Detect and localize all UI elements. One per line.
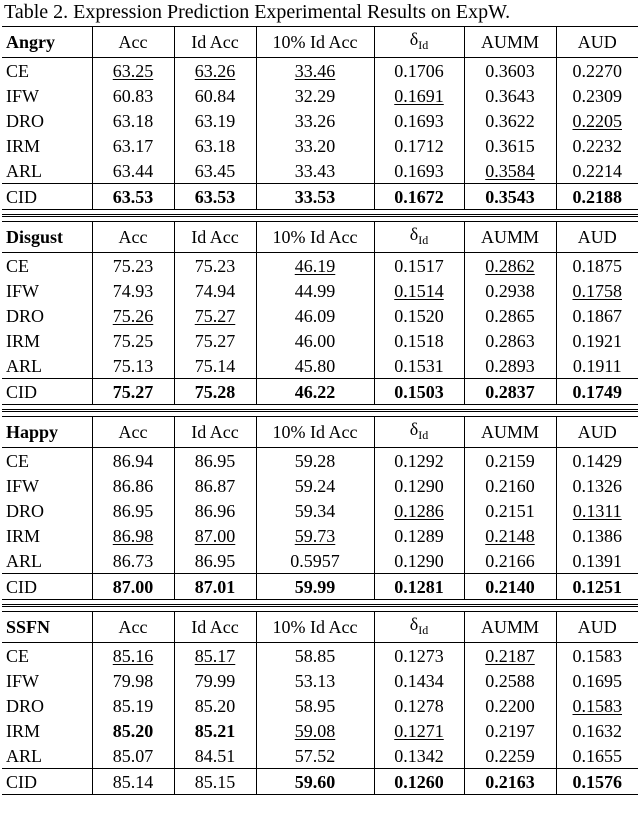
- value-cell: 0.1386: [556, 523, 638, 548]
- table-row: [2, 158, 638, 184]
- value-cell: 75.23: [92, 253, 174, 279]
- method-cell: CE: [6, 645, 30, 666]
- value-cell: 85.16: [92, 643, 174, 669]
- value-cell: 0.1514: [374, 278, 464, 303]
- value-cell: 0.3615: [464, 133, 556, 158]
- value-cell: 0.3584: [464, 158, 556, 184]
- method-cell: IRM: [6, 525, 41, 546]
- value-cell: 0.1749: [556, 379, 638, 405]
- value-cell: 0.1921: [556, 328, 638, 353]
- value-cell: 63.53: [92, 184, 174, 210]
- value-cell: 0.2863: [464, 328, 556, 353]
- value-cell: 85.07: [92, 743, 174, 769]
- value-cell: 46.19: [256, 253, 374, 279]
- value-cell: 86.98: [92, 523, 174, 548]
- value-cell: 0.1583: [556, 643, 638, 669]
- value-cell: 59.24: [256, 473, 374, 498]
- method-cell: CE: [6, 60, 30, 81]
- value-cell: 79.98: [92, 668, 174, 693]
- table-row: [2, 133, 638, 158]
- value-cell: 63.18: [92, 108, 174, 133]
- value-cell: 63.19: [174, 108, 256, 133]
- value-cell: 33.53: [256, 184, 374, 210]
- value-cell: 33.46: [256, 58, 374, 84]
- column-header: 10% Id Acc: [256, 612, 374, 643]
- value-cell: 79.99: [174, 668, 256, 693]
- value-cell: 0.2232: [556, 133, 638, 158]
- table-row: [2, 668, 638, 693]
- value-cell: 58.95: [256, 693, 374, 718]
- value-cell: 0.3603: [464, 58, 556, 84]
- table-row: [2, 328, 638, 353]
- value-cell: 63.18: [174, 133, 256, 158]
- value-cell: 0.1434: [374, 668, 464, 693]
- value-cell: 0.2160: [464, 473, 556, 498]
- value-cell: 0.1691: [374, 83, 464, 108]
- table-row: [2, 253, 638, 279]
- column-header: AUD: [556, 612, 638, 643]
- results-block-disgust: [2, 221, 638, 405]
- column-header: 10% Id Acc: [256, 27, 374, 58]
- value-cell: 0.1695: [556, 668, 638, 693]
- header-row: [2, 417, 638, 448]
- value-cell: 59.99: [256, 574, 374, 600]
- value-cell: 0.2188: [556, 184, 638, 210]
- method-cell: ARL: [6, 160, 42, 181]
- value-cell: 46.22: [256, 379, 374, 405]
- value-cell: 85.14: [92, 769, 174, 795]
- value-cell: 86.87: [174, 473, 256, 498]
- value-cell: 75.27: [174, 328, 256, 353]
- value-cell: 0.1520: [374, 303, 464, 328]
- table-row: [2, 548, 638, 574]
- results-block-angry: [2, 26, 638, 210]
- method-cell: IFW: [6, 475, 39, 496]
- value-cell: 0.1583: [556, 693, 638, 718]
- header-row: [2, 27, 638, 58]
- block-separator: [2, 214, 638, 217]
- value-cell: 75.26: [92, 303, 174, 328]
- value-cell: 0.1251: [556, 574, 638, 600]
- header-row: [2, 222, 638, 253]
- column-header: $\delta_{Id}$: [374, 222, 464, 253]
- value-cell: 86.96: [174, 498, 256, 523]
- column-header: $\delta_{Id}$: [374, 417, 464, 448]
- value-cell: 63.53: [174, 184, 256, 210]
- value-cell: 86.95: [92, 498, 174, 523]
- value-cell: 0.2938: [464, 278, 556, 303]
- value-cell: 59.28: [256, 448, 374, 474]
- column-header: 10% Id Acc: [256, 222, 374, 253]
- value-cell: 0.1655: [556, 743, 638, 769]
- value-cell: 0.1576: [556, 769, 638, 795]
- table-row: [2, 448, 638, 474]
- method-cell: CID: [2, 574, 92, 600]
- block-separator: [2, 604, 638, 607]
- value-cell: 0.2200: [464, 693, 556, 718]
- column-header: Id Acc: [174, 27, 256, 58]
- value-cell: 0.1311: [556, 498, 638, 523]
- value-cell: 44.99: [256, 278, 374, 303]
- value-cell: 0.2259: [464, 743, 556, 769]
- value-cell: 0.3543: [464, 184, 556, 210]
- method-cell: CID: [2, 184, 92, 210]
- value-cell: 0.2151: [464, 498, 556, 523]
- value-cell: 0.1289: [374, 523, 464, 548]
- value-cell: 0.1273: [374, 643, 464, 669]
- value-cell: 0.1518: [374, 328, 464, 353]
- value-cell: 0.2837: [464, 379, 556, 405]
- method-cell: CID: [2, 379, 92, 405]
- column-header: Acc: [92, 612, 174, 643]
- value-cell: 33.43: [256, 158, 374, 184]
- method-cell: IFW: [6, 85, 39, 106]
- table-row: [2, 184, 638, 210]
- value-cell: 0.1292: [374, 448, 464, 474]
- value-cell: 0.2214: [556, 158, 638, 184]
- value-cell: 86.95: [174, 448, 256, 474]
- value-cell: 0.2159: [464, 448, 556, 474]
- method-cell: IFW: [6, 670, 39, 691]
- method-cell: DRO: [6, 695, 45, 716]
- value-cell: 63.17: [92, 133, 174, 158]
- table-row: [2, 108, 638, 133]
- value-cell: 75.14: [174, 353, 256, 379]
- value-cell: 63.25: [92, 58, 174, 84]
- table-row: [2, 473, 638, 498]
- column-header: AUMM: [464, 27, 556, 58]
- value-cell: 74.94: [174, 278, 256, 303]
- value-cell: 87.00: [174, 523, 256, 548]
- value-cell: 0.1531: [374, 353, 464, 379]
- value-cell: 0.2205: [556, 108, 638, 133]
- method-cell: ARL: [6, 745, 42, 766]
- results-block-ssfn: [2, 611, 638, 795]
- column-header: AUMM: [464, 612, 556, 643]
- value-cell: 0.1632: [556, 718, 638, 743]
- value-cell: 0.1867: [556, 303, 638, 328]
- value-cell: 0.1342: [374, 743, 464, 769]
- value-cell: 59.08: [256, 718, 374, 743]
- value-cell: 0.3643: [464, 83, 556, 108]
- value-cell: 0.1712: [374, 133, 464, 158]
- value-cell: 0.1503: [374, 379, 464, 405]
- table-row: [2, 743, 638, 769]
- table-row: [2, 58, 638, 84]
- table-row: [2, 498, 638, 523]
- method-cell: DRO: [6, 305, 45, 326]
- value-cell: 0.1391: [556, 548, 638, 574]
- value-cell: 0.2270: [556, 58, 638, 84]
- method-cell: IFW: [6, 280, 39, 301]
- results-block-happy: [2, 416, 638, 600]
- value-cell: 60.83: [92, 83, 174, 108]
- value-cell: 75.28: [174, 379, 256, 405]
- value-cell: 0.1271: [374, 718, 464, 743]
- value-cell: 0.1672: [374, 184, 464, 210]
- value-cell: 0.1911: [556, 353, 638, 379]
- column-header: Id Acc: [174, 612, 256, 643]
- value-cell: 0.1517: [374, 253, 464, 279]
- value-cell: 33.26: [256, 108, 374, 133]
- column-header: AUMM: [464, 417, 556, 448]
- method-cell: ARL: [6, 550, 42, 571]
- column-header: AUD: [556, 222, 638, 253]
- table-row: [2, 353, 638, 379]
- table-row: [2, 303, 638, 328]
- method-cell: IRM: [6, 330, 41, 351]
- column-header: AUD: [556, 417, 638, 448]
- value-cell: 63.26: [174, 58, 256, 84]
- value-cell: 32.29: [256, 83, 374, 108]
- value-cell: 33.20: [256, 133, 374, 158]
- block-name: SSFN: [2, 612, 92, 643]
- column-header: Id Acc: [174, 222, 256, 253]
- method-cell: CE: [6, 255, 30, 276]
- table-row: [2, 278, 638, 303]
- value-cell: 0.1290: [374, 473, 464, 498]
- column-header: Acc: [92, 222, 174, 253]
- value-cell: 75.27: [174, 303, 256, 328]
- header-row: [2, 612, 638, 643]
- value-cell: 85.19: [92, 693, 174, 718]
- value-cell: 0.2865: [464, 303, 556, 328]
- value-cell: 46.00: [256, 328, 374, 353]
- column-header: Acc: [92, 27, 174, 58]
- table-row: [2, 769, 638, 795]
- value-cell: 63.45: [174, 158, 256, 184]
- value-cell: 0.1326: [556, 473, 638, 498]
- block-separator: [2, 409, 638, 412]
- value-cell: 85.21: [174, 718, 256, 743]
- table-row: [2, 83, 638, 108]
- value-cell: 0.2166: [464, 548, 556, 574]
- table-row: [2, 693, 638, 718]
- value-cell: 0.1706: [374, 58, 464, 84]
- column-header: 10% Id Acc: [256, 417, 374, 448]
- value-cell: 0.2163: [464, 769, 556, 795]
- table-row: [2, 379, 638, 405]
- value-cell: 0.2187: [464, 643, 556, 669]
- value-cell: 86.94: [92, 448, 174, 474]
- value-cell: 0.1290: [374, 548, 464, 574]
- value-cell: 46.09: [256, 303, 374, 328]
- column-header: Acc: [92, 417, 174, 448]
- value-cell: 0.2148: [464, 523, 556, 548]
- value-cell: 75.23: [174, 253, 256, 279]
- value-cell: 59.34: [256, 498, 374, 523]
- column-header: AUD: [556, 27, 638, 58]
- value-cell: 0.1260: [374, 769, 464, 795]
- value-cell: 53.13: [256, 668, 374, 693]
- method-cell: DRO: [6, 500, 45, 521]
- method-cell: CE: [6, 450, 30, 471]
- value-cell: 0.2893: [464, 353, 556, 379]
- column-header: $\delta_{Id}$: [374, 27, 464, 58]
- value-cell: 86.95: [174, 548, 256, 574]
- value-cell: 0.2588: [464, 668, 556, 693]
- column-header: Id Acc: [174, 417, 256, 448]
- block-name: Happy: [2, 417, 92, 448]
- value-cell: 0.3622: [464, 108, 556, 133]
- value-cell: 75.13: [92, 353, 174, 379]
- table-row: [2, 574, 638, 600]
- value-cell: 0.1286: [374, 498, 464, 523]
- value-cell: 60.84: [174, 83, 256, 108]
- value-cell: 87.00: [92, 574, 174, 600]
- value-cell: 57.52: [256, 743, 374, 769]
- results-tables: [0, 26, 640, 795]
- value-cell: 84.51: [174, 743, 256, 769]
- value-cell: 0.2197: [464, 718, 556, 743]
- value-cell: 75.25: [92, 328, 174, 353]
- value-cell: 45.80: [256, 353, 374, 379]
- value-cell: 86.73: [92, 548, 174, 574]
- column-header: AUMM: [464, 222, 556, 253]
- value-cell: 0.1693: [374, 108, 464, 133]
- value-cell: 87.01: [174, 574, 256, 600]
- value-cell: 0.1278: [374, 693, 464, 718]
- value-cell: 0.1758: [556, 278, 638, 303]
- value-cell: 0.2309: [556, 83, 638, 108]
- value-cell: 0.5957: [256, 548, 374, 574]
- value-cell: 59.73: [256, 523, 374, 548]
- method-cell: IRM: [6, 135, 41, 156]
- value-cell: 0.2862: [464, 253, 556, 279]
- value-cell: 86.86: [92, 473, 174, 498]
- table-caption: Table 2. Expression Prediction Experimental Results on ExpW.: [4, 1, 511, 23]
- value-cell: 59.60: [256, 769, 374, 795]
- value-cell: 0.2140: [464, 574, 556, 600]
- table-row: [2, 643, 638, 669]
- column-header: $\delta_{Id}$: [374, 612, 464, 643]
- value-cell: 85.20: [174, 693, 256, 718]
- value-cell: 85.17: [174, 643, 256, 669]
- value-cell: 85.20: [92, 718, 174, 743]
- method-cell: CID: [2, 769, 92, 795]
- table-row: [2, 523, 638, 548]
- value-cell: 0.1429: [556, 448, 638, 474]
- value-cell: 75.27: [92, 379, 174, 405]
- value-cell: 63.44: [92, 158, 174, 184]
- table-row: [2, 718, 638, 743]
- block-name: Disgust: [2, 222, 92, 253]
- value-cell: 74.93: [92, 278, 174, 303]
- value-cell: 0.1281: [374, 574, 464, 600]
- method-cell: ARL: [6, 355, 42, 376]
- value-cell: 58.85: [256, 643, 374, 669]
- value-cell: 85.15: [174, 769, 256, 795]
- value-cell: 0.1693: [374, 158, 464, 184]
- method-cell: DRO: [6, 110, 45, 131]
- block-name: Angry: [2, 27, 92, 58]
- value-cell: 0.1875: [556, 253, 638, 279]
- method-cell: IRM: [6, 720, 41, 741]
